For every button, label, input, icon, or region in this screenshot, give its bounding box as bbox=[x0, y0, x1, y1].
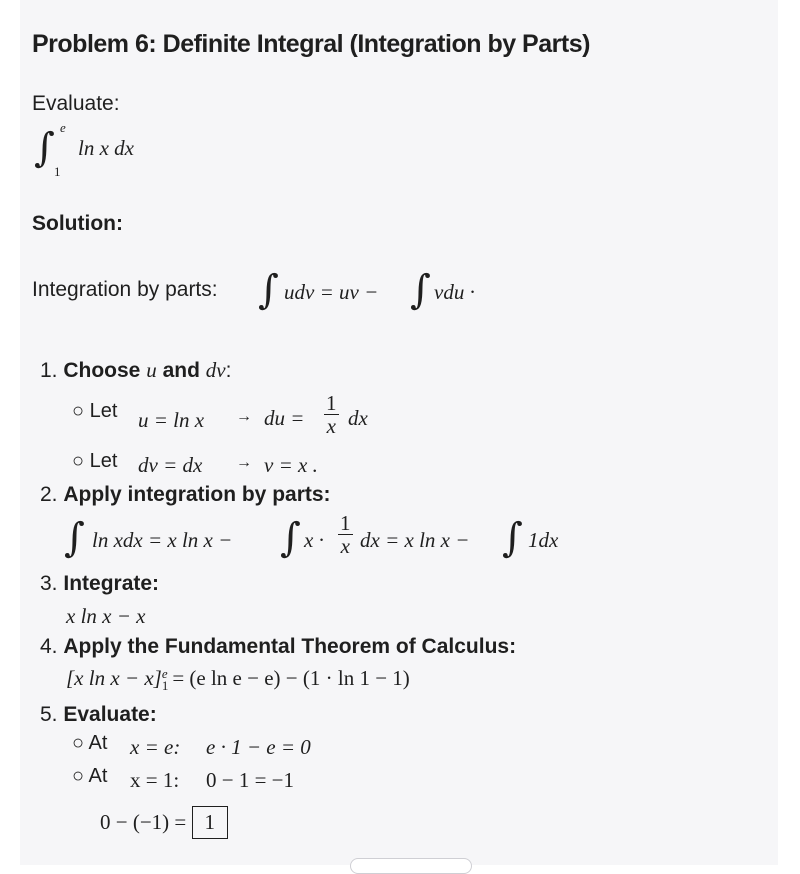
step-2-equation bbox=[64, 508, 624, 570]
sub-step-2 bbox=[72, 450, 472, 478]
final-result bbox=[100, 806, 228, 839]
sub-bullet: ○ Let bbox=[72, 400, 118, 422]
final-expression: 0 − (−1) = bbox=[100, 810, 187, 834]
bracket-expression: [x ln x − x] bbox=[66, 666, 162, 690]
u-definition: u = ln x bbox=[138, 408, 205, 432]
ibp-right: vdu · bbox=[434, 280, 475, 304]
step-2-mid1: x · bbox=[304, 528, 324, 552]
ibp-formula-line bbox=[32, 266, 532, 326]
integral-lower-limit: 1 bbox=[54, 164, 61, 179]
fraction-denominator: x bbox=[340, 534, 350, 558]
integral-sign-icon: ∫ bbox=[258, 267, 279, 313]
sub-bullet: ○ At bbox=[72, 765, 108, 787]
fraction-numerator: 1 bbox=[340, 511, 351, 535]
step-1 bbox=[40, 358, 231, 383]
step-title: Evaluate: bbox=[63, 703, 157, 726]
sub-bullet: ○ Let bbox=[72, 450, 118, 472]
ibp-label: Integration by parts: bbox=[32, 278, 218, 301]
eval-at-1 bbox=[72, 765, 472, 793]
dx-label: dx bbox=[348, 406, 368, 430]
integral-sign-icon: ∫ bbox=[280, 515, 301, 561]
bracket-upper: e bbox=[161, 666, 168, 682]
v-definition: v = x . bbox=[264, 453, 318, 477]
sub-step-1 bbox=[72, 392, 472, 448]
integral-sign-icon: ∫ bbox=[502, 515, 523, 561]
final-answer-box: 1 bbox=[192, 806, 229, 839]
step-1-colon: : bbox=[225, 359, 232, 382]
fraction-numerator: 1 bbox=[326, 391, 337, 415]
step-number: 3. bbox=[40, 572, 58, 595]
integral-sign-icon: ∫ bbox=[410, 267, 431, 313]
integral-sign-icon: ∫ bbox=[64, 515, 85, 561]
fraction-1-over-x bbox=[324, 392, 339, 437]
dv-definition: dv = dx bbox=[138, 453, 203, 477]
problem-integral bbox=[34, 120, 174, 182]
step-3 bbox=[40, 572, 159, 596]
step-number: 4. bbox=[40, 635, 58, 658]
content-card bbox=[20, 0, 778, 865]
eval-expression: 0 − 1 = −1 bbox=[206, 768, 295, 792]
step-4 bbox=[40, 635, 516, 659]
page-title: Problem 6: Definite Integral (Integration by Parts) bbox=[32, 30, 590, 58]
fraction-1-over-x bbox=[338, 512, 353, 557]
arrow-right-icon: → bbox=[236, 408, 252, 425]
arrow-right-icon: → bbox=[236, 454, 252, 471]
step-number: 2. bbox=[40, 483, 58, 506]
step-1-u: u bbox=[146, 358, 157, 382]
home-indicator[interactable] bbox=[350, 858, 472, 874]
step-title: Apply the Fundamental Theorem of Calculus: bbox=[63, 635, 517, 658]
du-label: du = bbox=[264, 406, 305, 430]
step-number: 5. bbox=[40, 703, 58, 726]
step-2-left: ln xdx = x ln x − bbox=[92, 528, 233, 552]
integral-upper-limit: e bbox=[60, 120, 66, 135]
step-title: Choose bbox=[63, 359, 141, 382]
eval-at-e bbox=[72, 732, 472, 760]
solution-label: Solution: bbox=[32, 212, 123, 235]
bracket-lower: 1 bbox=[161, 678, 169, 694]
step-2-right: 1dx bbox=[528, 528, 559, 552]
fraction-denominator: x bbox=[326, 414, 336, 438]
step-2-mid2: dx = x ln x − bbox=[360, 528, 470, 552]
step-4-equation bbox=[66, 666, 410, 692]
integrand: ln x dx bbox=[78, 136, 134, 160]
step-5 bbox=[40, 703, 157, 727]
integral-sign-icon: ∫ bbox=[34, 125, 55, 171]
step-2 bbox=[40, 483, 331, 507]
eval-condition: x = e: bbox=[130, 735, 181, 759]
eval-expression: e · 1 − e = 0 bbox=[206, 735, 311, 759]
evaluate-label: Evaluate: bbox=[32, 92, 120, 115]
eval-condition: x = 1: bbox=[130, 768, 180, 792]
step-3-result: x ln x − x bbox=[66, 604, 146, 628]
ibp-left: udv = uv − bbox=[284, 280, 379, 304]
sub-bullet: ○ At bbox=[72, 732, 108, 754]
step-1-dv: dv bbox=[205, 358, 226, 382]
step-number: 1. bbox=[40, 359, 58, 382]
step-title: Integrate: bbox=[63, 572, 160, 595]
step-title: Apply integration by parts: bbox=[63, 483, 331, 506]
step-4-rest: = (e ln e − e) − (1 · ln 1 − 1) bbox=[172, 666, 410, 690]
step-1-and: and bbox=[162, 359, 200, 382]
